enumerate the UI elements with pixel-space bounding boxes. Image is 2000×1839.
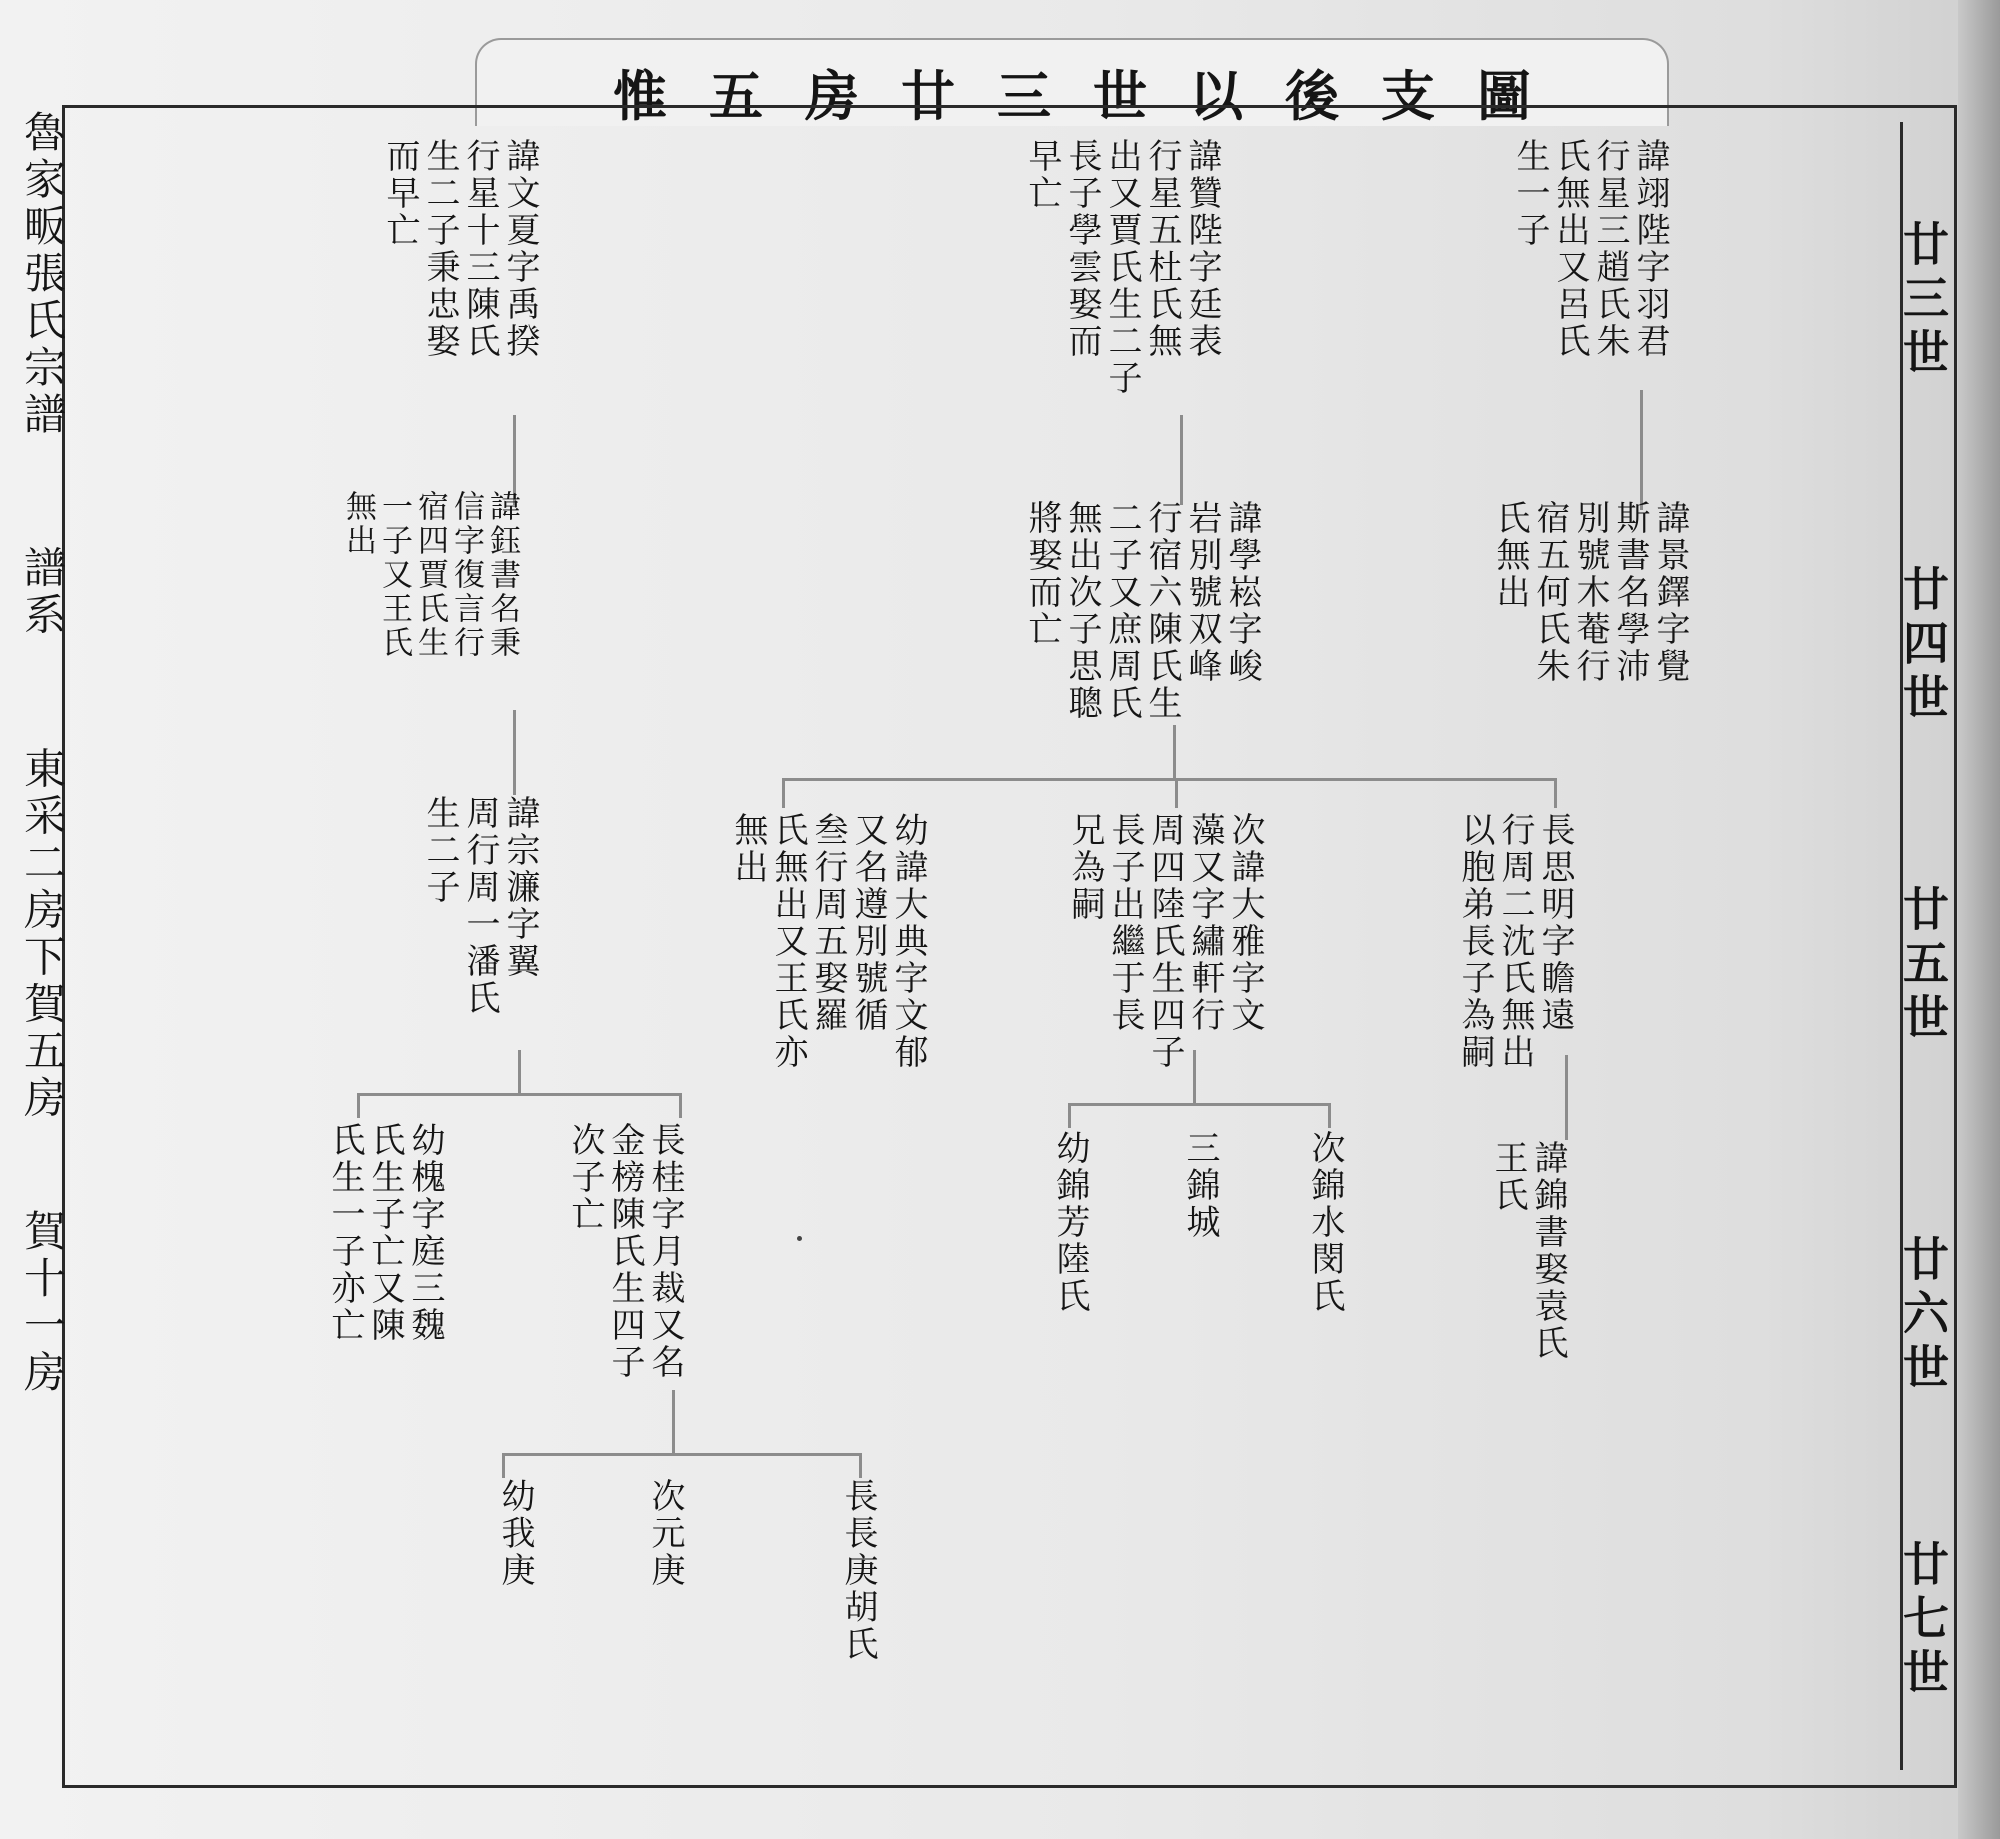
- chart-frame: [62, 105, 1957, 1788]
- page-title: 惟五房廿三世以後支圖: [613, 64, 1573, 128]
- person-zan-entry: 諱贊陛字廷表 行星五杜氏無 出又賈氏生二子 長子學雲娶而 早亡: [1022, 138, 1222, 397]
- person-jincheng-entry: 三錦城: [1180, 1130, 1220, 1241]
- generation-label-26: 廿六世: [1896, 1235, 1950, 1397]
- person-yu2-entry: 諱鈺書名秉 信字復言行 宿四賈氏生 一子又王氏 無出: [340, 490, 520, 660]
- link-zan-xuesong: [1180, 415, 1183, 505]
- person-jinshui-entry: 次錦水閔氏: [1305, 1130, 1345, 1315]
- caption-sub: 賀十一房: [18, 1209, 67, 1398]
- drop-huai: [357, 1093, 360, 1118]
- person-changgeng-entry: 長長庚胡氏: [838, 1478, 878, 1663]
- bar-xuesong-sons: [782, 778, 1557, 781]
- side-caption: [18, 110, 66, 1397]
- link-xuesong-sons: [1173, 725, 1176, 780]
- generation-label-24: 廿四世: [1896, 565, 1950, 727]
- bar-zonglian-sons: [357, 1093, 682, 1096]
- person-jingduo-entry: 諱景鐸字覺 斯書名學沛 別號木菴行 宿五何氏朱 氏無出: [1490, 500, 1690, 685]
- caption-branch: 東采二房下賀五房: [18, 746, 67, 1123]
- ink-dot: [797, 1236, 802, 1241]
- link-zonglian-sons: [518, 1050, 521, 1095]
- person-dadian-entry: 幼諱大典字文郁 又名遵別號循 叁行周五娶羅 氏無出又王氏亦 無出: [728, 812, 928, 1071]
- person-daya-entry: 次諱大雅字文 藻又字繡軒行 周四陸氏生四子 長子出繼于長 兄為嗣: [1065, 812, 1265, 1071]
- person-yu-entry: 諱翊陛字羽君 行星三趙氏朱 氏無出又呂氏 生一子: [1510, 138, 1670, 360]
- drop-jinshui: [1328, 1103, 1331, 1128]
- person-gui-entry: 長桂字月裁又名 金榜陳氏生四子 次子亡: [565, 1122, 685, 1381]
- person-jinfang-entry: 幼錦芳陸氏: [1050, 1130, 1090, 1315]
- person-wenxia-entry: 諱文夏字禹揆 行星十三陳氏 生二子秉忠娶 而早亡: [380, 138, 540, 360]
- caption-section: 譜系: [18, 545, 67, 640]
- generation-label-25: 廿五世: [1896, 885, 1950, 1047]
- person-jinshu-entry: 諱錦書娶袁氏 王氏: [1488, 1140, 1568, 1362]
- person-siming-entry: 長思明字瞻遠 行周二沈氏無出 以胞弟長子為嗣: [1455, 812, 1575, 1071]
- binding-edge: [1958, 0, 2000, 1839]
- drop-siming: [1554, 778, 1557, 808]
- drop-wogeng: [502, 1453, 505, 1478]
- drop-daya: [1175, 778, 1178, 808]
- drop-changgeng: [859, 1453, 862, 1478]
- person-xuesong-entry: 諱學崧字峻 岩別號双峰 行宿六陳氏生 二子又庶周氏 無出次子思聰 將娶而亡: [1022, 500, 1262, 722]
- caption-book: 魯家畈張氏宗譜: [18, 110, 67, 439]
- link-gui-sons: [672, 1390, 675, 1455]
- drop-jinfang: [1068, 1103, 1071, 1128]
- person-huai-entry: 幼槐字庭三魏 氏生子亡又陳 氏生一子亦亡: [325, 1122, 445, 1344]
- person-zonglian-entry: 諱宗濂字翼 周行周一潘氏 生二子: [420, 795, 540, 1017]
- drop-gui: [679, 1093, 682, 1118]
- bar-daya-sons: [1068, 1103, 1331, 1106]
- generation-label-23: 廿三世: [1896, 220, 1950, 382]
- person-yuangeng-entry: 次元庚: [645, 1478, 685, 1589]
- generation-label-27: 廿七世: [1896, 1540, 1950, 1702]
- person-wogeng-entry: 幼我庚: [495, 1478, 535, 1589]
- drop-dadian: [782, 778, 785, 808]
- link-yu-jingduo: [1640, 390, 1643, 510]
- link-yu-zonglian: [513, 710, 516, 795]
- bar-gui-sons: [502, 1453, 862, 1456]
